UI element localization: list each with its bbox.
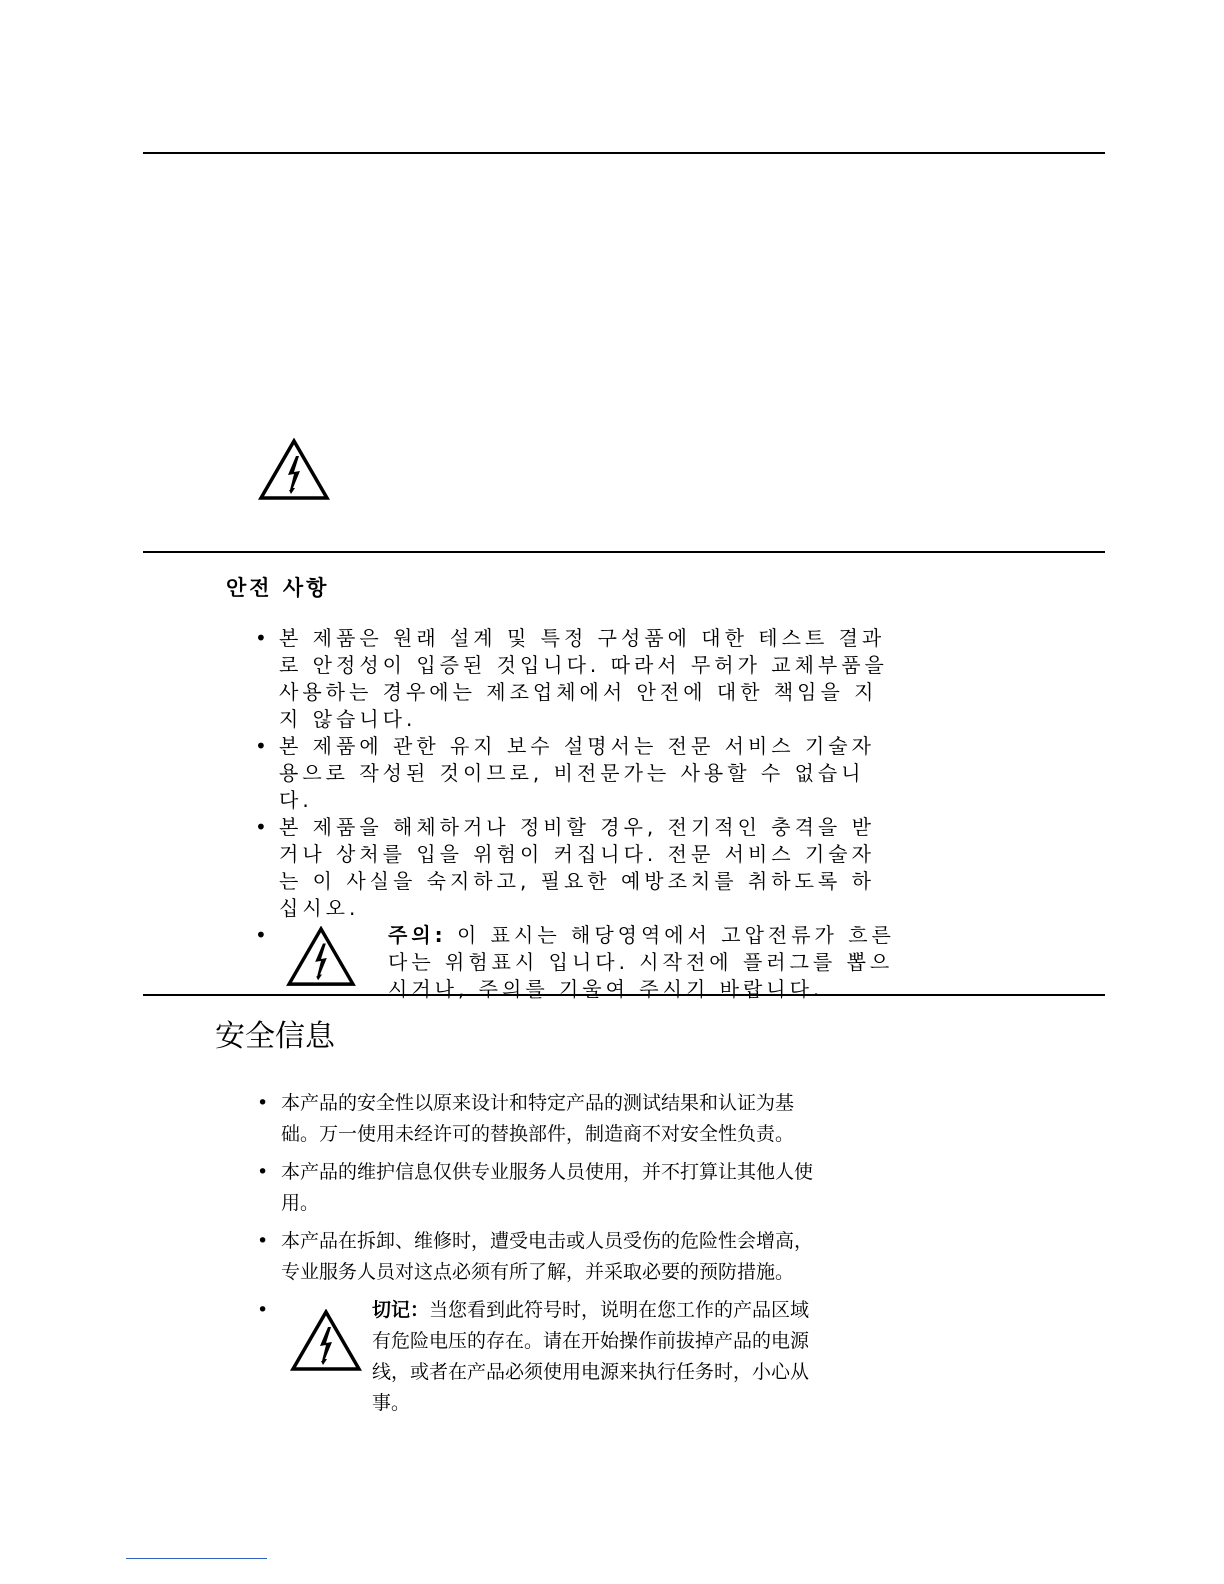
list-item (257, 1226, 817, 1288)
bullet: • (257, 1299, 269, 1321)
korean-caution-item (255, 922, 895, 1003)
korean-item-text: 본 제품에 관한 유지 보수 설명서는 전문 서비스 기술자 용으로 작성된 것이므로, 비전문가는 사용할 수 없습니다. (279, 734, 875, 812)
chinese-safety-list (257, 1088, 817, 1426)
caution-label: 주의: (388, 923, 447, 947)
chinese-item-text: 本产品的安全性以原来设计和特定产品的测试结果和认证为基础。万一使用未经许可的替换部件，制造商不对安全性负责。 (281, 1092, 795, 1145)
list-item (255, 814, 895, 922)
footer-rule (126, 1558, 267, 1559)
bullet: • (257, 1092, 269, 1114)
chinese-item-text: 本产品的维护信息仅供专业服务人员使用，并不打算让其他人使用。 (281, 1161, 814, 1214)
section-rule-chinese (143, 994, 1105, 996)
bullet: • (257, 1161, 269, 1183)
korean-safety-list (255, 625, 895, 1003)
electrical-hazard-icon (286, 926, 356, 988)
korean-section-heading: 안전 사항 (226, 576, 330, 600)
list-item (257, 1088, 817, 1150)
korean-caution-text (388, 922, 895, 1003)
chinese-section-heading: 安全信息 (215, 1019, 335, 1054)
bullet: • (255, 734, 271, 758)
bullet: • (255, 815, 271, 839)
bullet: • (255, 626, 271, 650)
electrical-hazard-icon (258, 438, 330, 502)
electrical-hazard-icon (290, 1309, 362, 1373)
caution-label: 切记： (372, 1299, 430, 1321)
chinese-item-text: 本产品在拆卸、维修时，遭受电击或人员受伤的危险性会增高，专业服务人员对这点必须有所了解，并采取必要的预防措施。 (281, 1230, 814, 1283)
chinese-caution-item (257, 1295, 817, 1419)
list-item (257, 1157, 817, 1219)
top-rule (143, 152, 1105, 154)
korean-item-text: 본 제품을 해체하거나 정비할 경우, 전기적인 충격을 받거나 상처를 입을 위험이 커집니다. 전문 서비스 기술자는 이 사실을 숙지하고, 필요한 예방조치를 취하도록 하십시오. (279, 815, 875, 920)
list-item (255, 625, 895, 733)
bullet: • (257, 1230, 269, 1252)
caution-body: 当您看到此符号时，说明在您工作的产品区域有危险电压的存在。请在开始操作前拔掉产品的电源线，或者在产品必须使用电源来执行任务时，小心从事。 (372, 1299, 810, 1414)
caution-body: 이 표시는 해당영역에서 고압전류가 흐른다는 위험표시 입니다. 시작전에 플러그를 뽑으시거나, 주의를 기울여 주시기 바랍니다. (388, 923, 895, 1001)
section-rule-korean (143, 551, 1105, 553)
korean-item-text: 본 제품은 원래 설계 및 특정 구성품에 대한 테스트 결과로 안정성이 입증된 것입니다. 따라서 무허가 교체부품을 사용하는 경우에는 제조업체에서 안전에 대한 책임을 지지 않습니다. (279, 626, 888, 731)
bullet: • (255, 923, 271, 947)
list-item (255, 733, 895, 814)
chinese-caution-text (372, 1295, 827, 1419)
